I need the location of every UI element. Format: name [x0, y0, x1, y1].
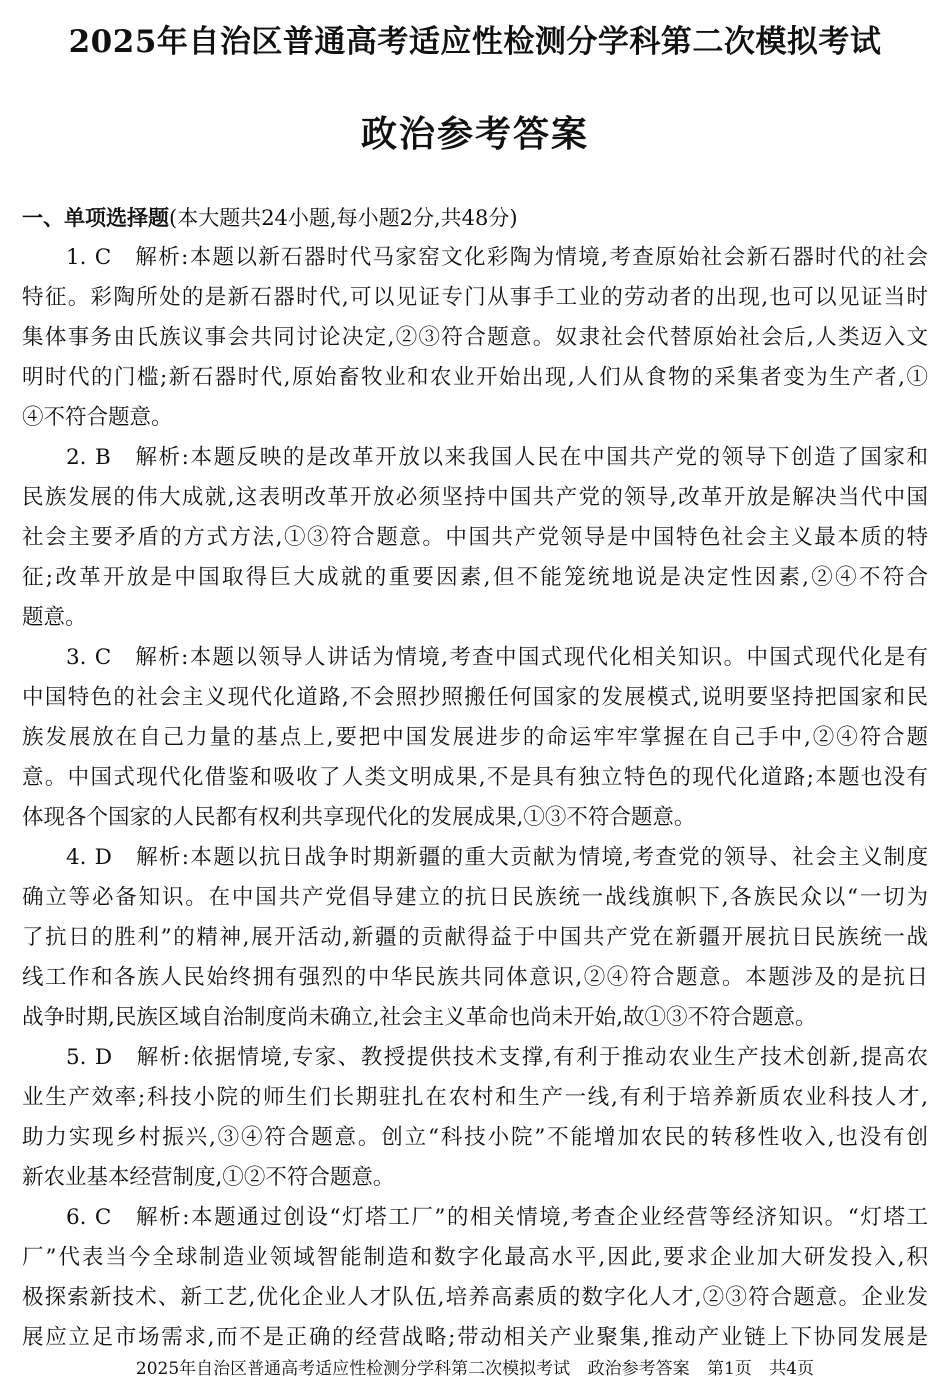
answer-line: ④不符合题意。	[22, 405, 173, 430]
answer-item	[22, 438, 928, 638]
answer-item	[22, 1038, 928, 1198]
answer-line: 体现各个国家的人民都有权利共享现代化的发展成果,①③不符合题意。	[22, 805, 696, 830]
answer-line: 了抗日的胜利”的精神,展开活动,新疆的贡献得益于中国共产党在新疆开展抗日民族统一战	[22, 925, 928, 950]
answer-line: 2. B 解析:本题反映的是改革开放以来我国人民在中国共产党的领导下创造了国家和	[66, 445, 928, 470]
document-subtitle: 政治参考答案	[360, 113, 589, 155]
footer-exam-name: 2025年自治区普通高考适应性检测分学科第二次模拟考试	[135, 1359, 571, 1379]
answer-item	[22, 1198, 928, 1358]
answer-line: 民族发展的伟大成就,这表明改革开放必须坚持中国共产党的领导,改革开放是解决当代中国	[22, 485, 928, 510]
answer-line: 新农业基本经营制度,①②不符合题意。	[22, 1165, 395, 1190]
answer-line: 3. C 解析:本题以领导人讲话为情境,考查中国式现代化相关知识。中国式现代化是有	[66, 645, 928, 670]
answer-line: 族发展放在自己力量的基点上,要把中国发展进步的命运牢牢掌握在自己手中,②④符合题	[22, 725, 928, 750]
answer-line: 厂”代表当今全球制造业领域智能制造和数字化最高水平,因此,要求企业加大研发投入,积	[22, 1245, 928, 1270]
answer-line: 集体事务由氏族议事会共同讨论决定,②③符合题意。奴隶社会代替原始社会后,人类迈入文	[22, 325, 928, 350]
answer-line: 展应立足市场需求,而不是正确的经营战略;带动相关产业聚集,推动产业链上下协同发展是	[22, 1325, 928, 1350]
answer-line: 极探索新技术、新工艺,优化企业人才队伍,培养高素质的数字化人才,②③符合题意。企业发	[22, 1285, 928, 1310]
answer-list	[22, 238, 928, 1358]
footer-doc-name: 政治参考答案	[587, 1359, 690, 1379]
answer-line: 6. C 解析:本题通过创设“灯塔工厂”的相关情境,考查企业经营等经济知识。“灯塔工	[66, 1205, 928, 1230]
answer-line: 确立等必备知识。在中国共产党倡导建立的抗日民族统一战线旗帜下,各族民众以“一切为	[22, 885, 928, 910]
answer-line: 战争时期,民族区域自治制度尚未确立,社会主义革命也尚未开始,故①③不符合题意。	[22, 1005, 817, 1030]
section-note: (本大题共24小题,每小题2分,共48分)	[169, 206, 518, 230]
document-title: 2025年自治区普通高考适应性检测分学科第二次模拟考试	[68, 24, 882, 60]
answer-line: 4. D 解析:本题以抗日战争时期新疆的重大贡献为情境,考查党的领导、社会主义制度	[66, 845, 928, 870]
answer-line: 明时代的门槛;新石器时代,原始畜牧业和农业开始出现,人们从食物的采集者变为生产者,①	[22, 365, 928, 390]
answer-item	[22, 638, 928, 838]
answer-line: 征;改革开放是中国取得巨大成就的重要因素,但不能笼统地说是决定性因素,②④不符合	[22, 565, 928, 590]
footer-page-number: 第1页	[707, 1359, 752, 1379]
answer-line: 意。中国式现代化借鉴和吸收了人类文明成果,不是具有独立特色的现代化道路;本题也没有	[22, 765, 928, 790]
answer-line: 特征。彩陶所处的是新石器时代,可以见证专门从事手工业的劳动者的出现,也可以见证当时	[22, 285, 928, 310]
footer-page-total: 共4页	[769, 1359, 815, 1379]
page-footer	[0, 1354, 950, 1379]
answer-line: 线工作和各族人民始终拥有强烈的中华民族共同体意识,②④符合题意。本题涉及的是抗日	[22, 965, 928, 990]
answer-content	[22, 198, 928, 1358]
answer-item	[22, 238, 928, 438]
answer-line: 业生产效率;科技小院的师生们长期驻扎在农村和生产一线,有利于培养新质农业科技人才,	[22, 1085, 928, 1110]
section-title: 一、单项选择题	[22, 205, 169, 230]
answer-line: 1. C 解析:本题以新石器时代马家窑文化彩陶为情境,考查原始社会新石器时代的社会	[66, 245, 928, 270]
answer-item	[22, 838, 928, 1038]
answer-line: 题意。	[22, 605, 87, 630]
section-heading	[22, 198, 928, 238]
answer-line: 5. D 解析:依据情境,专家、教授提供技术支撑,有利于推动农业生产技术创新,提高农	[66, 1045, 928, 1070]
answer-line: 助力实现乡村振兴,③④符合题意。创立“科技小院”不能增加农民的转移性收入,也没有创	[22, 1125, 928, 1150]
answer-line: 社会主要矛盾的方式方法,①③符合题意。中国共产党领导是中国特色社会主义最本质的特	[22, 525, 928, 550]
answer-line: 中国特色的社会主义现代化道路,不会照抄照搬任何国家的发展模式,说明要坚持把国家和民	[22, 685, 928, 710]
